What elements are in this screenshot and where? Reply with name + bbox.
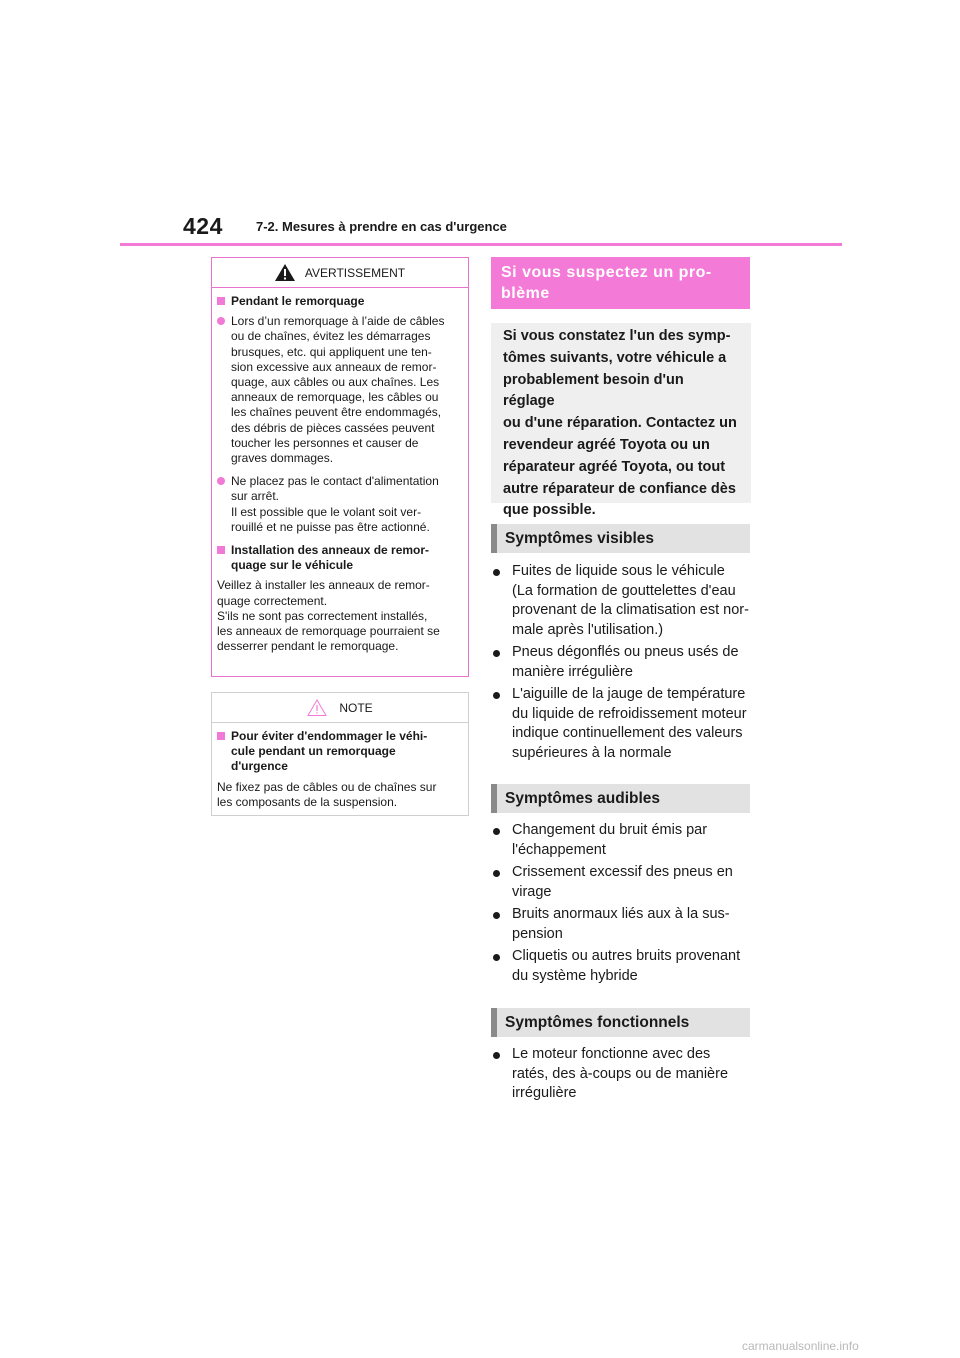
intro-text: Si vous constatez l'un des symp- tômes suivants, votre véhicule a probablement besoin d'un réglage ou d'une réparation. Contactez un revendeur agréé Toyota ou un réparateur agréé Toyota, ou tout autre réparateur de confiance dès que possible. (503, 328, 737, 519)
warning-item (217, 314, 462, 466)
visible-symptoms-heading: Symptômes visibles (491, 524, 750, 553)
warning-subhead-text: Pendant le remorquage (231, 294, 365, 308)
list-item (491, 1045, 751, 1104)
list-item (491, 685, 751, 763)
list-item-text: Changement du bruit émis par l'échappement (512, 822, 708, 858)
page-number: 424 (183, 213, 223, 239)
list-item-text: Le moteur fonctionne avec des ratés, des à-coups ou de manière irrégulière (512, 1046, 729, 1101)
circle-bullet-icon (217, 477, 225, 485)
section-banner (491, 257, 750, 309)
warning-item (217, 474, 462, 535)
warning-subhead (217, 543, 462, 573)
list-item-text: Crissement excessif des pneus en virage (512, 864, 733, 900)
audible-symptoms-heading: Symptômes audibles (491, 784, 750, 813)
warning-item-text: Lors d’un remorquage à l’aide de câbles ou de chaînes, évitez les démarrages brusques, etc. qui appliquent une ten- sion excessive aux anneaux de remor- quage, aux câbles ou aux chaînes. Les anneaux de remorquage, les câbles ou les chaînes peuvent être endommagés, des débris de pièces cassées peuvent toucher les personnes et causer de graves dommages. (231, 314, 445, 466)
note-subhead-text: Pour éviter d'endommager le véhi- cule pendant un remorquage d'urgence (231, 729, 428, 774)
bullet-icon (493, 954, 500, 961)
warning-paragraph: Veillez à installer les anneaux de remor- quage correctement. S'ils ne sont pas correctement installés, les anneaux de remorquage pourraient se desserrer pendant le remorquage. (217, 578, 440, 654)
intro-panel (491, 323, 751, 519)
note-box (211, 692, 469, 816)
functional-symptoms-heading: Symptômes fonctionnels (491, 1008, 750, 1037)
functional-symptoms-list (491, 1045, 751, 1107)
bullet-icon (493, 870, 500, 877)
header-divider (120, 243, 842, 246)
square-bullet-icon (217, 546, 225, 554)
audible-symptoms-list (491, 821, 751, 989)
warning-item-text: Ne placez pas le contact d'alimentation sur arrêt. Il est possible que le volant soit ver- rouillé et ne puisse pas être actionné. (231, 474, 439, 534)
list-item (491, 643, 751, 682)
warning-title: AVERTISSEMENT (304, 265, 406, 280)
note-title: NOTE (339, 700, 373, 715)
list-item-text: Cliquetis ou autres bruits provenant du système hybride (512, 948, 741, 984)
section-title: 7-2. Mesures à prendre en cas d'urgence (256, 219, 507, 234)
bullet-icon (493, 569, 500, 576)
square-bullet-icon (217, 297, 225, 305)
bullet-icon (493, 692, 500, 699)
warning-header (212, 258, 468, 288)
section-banner-title: Si vous suspectez un pro- blème (501, 264, 712, 302)
list-item-text: Bruits anormaux liés aux à la sus- pension (512, 906, 730, 942)
note-header (212, 693, 468, 723)
list-item-text: Pneus dégonflés ou pneus usés de manière irrégulière (512, 644, 739, 680)
bullet-icon (493, 912, 500, 919)
square-bullet-icon (217, 732, 225, 740)
list-item (491, 562, 751, 640)
warning-icon (275, 264, 295, 281)
list-item (491, 863, 751, 902)
warning-box (211, 257, 469, 677)
warning-subhead (217, 294, 462, 309)
note-paragraph: Ne fixez pas de câbles ou de chaînes sur les composants de la suspension. (217, 779, 437, 809)
note-subhead (217, 729, 462, 775)
warning-subhead-text: Installation des anneaux de remor- quage sur le véhicule (231, 543, 430, 573)
circle-bullet-icon (217, 317, 225, 325)
watermark: carmanualsonline.info (742, 1339, 859, 1353)
bullet-icon (493, 650, 500, 657)
bullet-icon (493, 1052, 500, 1059)
list-item (491, 947, 751, 986)
caution-outline-icon (307, 699, 327, 716)
list-item-text: L'aiguille de la jauge de température du liquide de refroidissement moteur indique continuellement des valeurs supérieures à la normale (512, 686, 747, 761)
bullet-icon (493, 828, 500, 835)
list-item (491, 905, 751, 944)
list-item-text: Fuites de liquide sous le véhicule (La formation de gouttelettes d'eau provenant de la climatisation est nor- male après l'utilisation.) (512, 563, 749, 638)
visible-symptoms-list (491, 562, 751, 766)
list-item (491, 821, 751, 860)
